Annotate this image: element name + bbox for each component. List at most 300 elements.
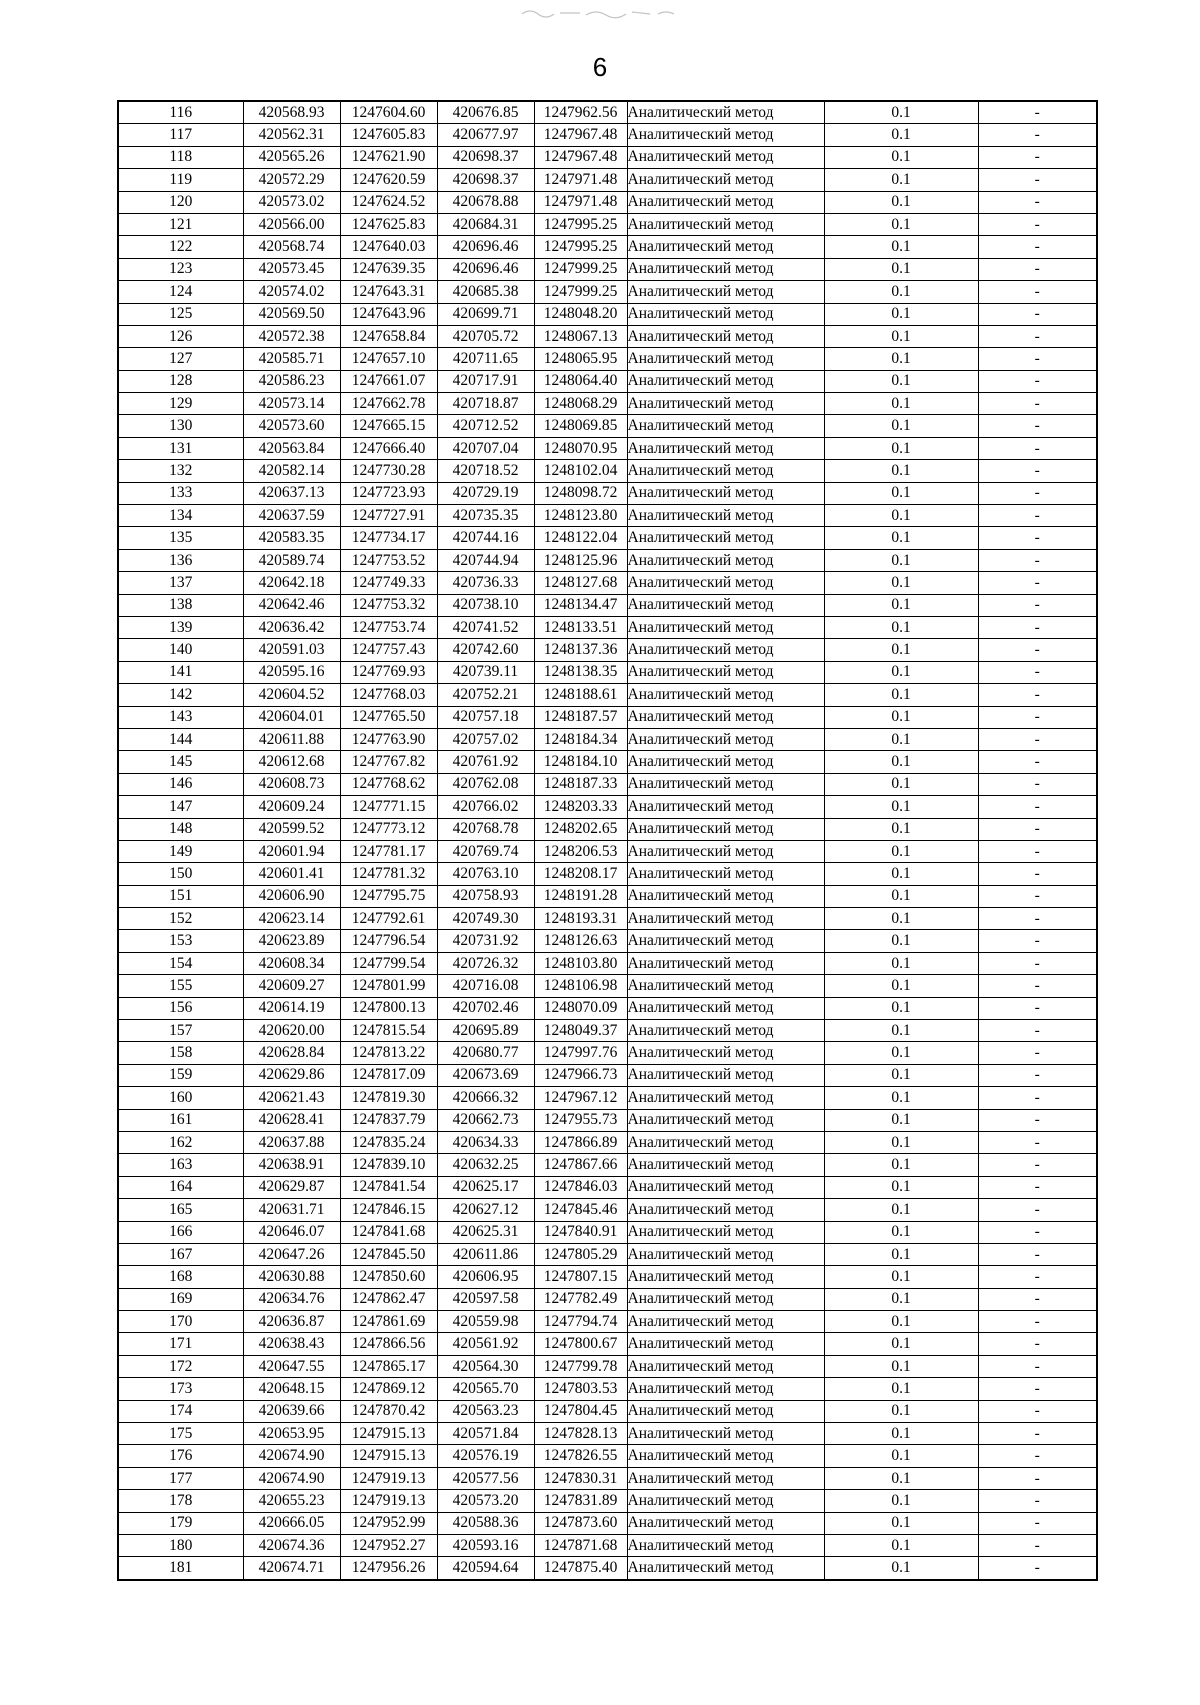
table-row [118, 1221, 1097, 1243]
x2-coordinate-cell: 420741.52 [437, 616, 534, 638]
note-cell: - [978, 1445, 1097, 1467]
note-cell: - [978, 952, 1097, 974]
y1-coordinate-cell: 1247657.10 [340, 348, 437, 370]
y1-coordinate-cell: 1247749.33 [340, 572, 437, 594]
x2-coordinate-cell: 420705.72 [437, 325, 534, 347]
note-cell: - [978, 213, 1097, 235]
note-cell: - [978, 1266, 1097, 1288]
table-row [118, 572, 1097, 594]
method-cell: Аналитический метод [627, 1423, 824, 1445]
accuracy-cell: 0.1 [824, 1131, 978, 1153]
note-cell: - [978, 124, 1097, 146]
y1-coordinate-cell: 1247799.54 [340, 952, 437, 974]
accuracy-cell: 0.1 [824, 325, 978, 347]
y1-coordinate-cell: 1247869.12 [340, 1378, 437, 1400]
method-cell: Аналитический метод [627, 728, 824, 750]
x2-coordinate-cell: 420684.31 [437, 213, 534, 235]
x1-coordinate-cell: 420573.45 [243, 258, 340, 280]
x1-coordinate-cell: 420639.66 [243, 1400, 340, 1422]
x1-coordinate-cell: 420574.02 [243, 281, 340, 303]
x1-coordinate-cell: 420562.31 [243, 124, 340, 146]
point-number-cell: 123 [118, 258, 243, 280]
method-cell: Аналитический метод [627, 908, 824, 930]
y1-coordinate-cell: 1247915.13 [340, 1445, 437, 1467]
point-number-cell: 146 [118, 773, 243, 795]
point-number-cell: 170 [118, 1311, 243, 1333]
table-row [118, 1400, 1097, 1422]
table-row [118, 975, 1097, 997]
note-cell: - [978, 1109, 1097, 1131]
y1-coordinate-cell: 1247835.24 [340, 1131, 437, 1153]
y1-coordinate-cell: 1247845.50 [340, 1243, 437, 1265]
y2-coordinate-cell: 1247995.25 [534, 213, 627, 235]
x1-coordinate-cell: 420634.76 [243, 1288, 340, 1310]
point-number-cell: 125 [118, 303, 243, 325]
note-cell: - [978, 505, 1097, 527]
accuracy-cell: 0.1 [824, 1512, 978, 1534]
note-cell: - [978, 1042, 1097, 1064]
x1-coordinate-cell: 420589.74 [243, 549, 340, 571]
point-number-cell: 159 [118, 1064, 243, 1086]
point-number-cell: 144 [118, 728, 243, 750]
y1-coordinate-cell: 1247666.40 [340, 437, 437, 459]
accuracy-cell: 0.1 [824, 527, 978, 549]
x1-coordinate-cell: 420601.41 [243, 863, 340, 885]
x2-coordinate-cell: 420769.74 [437, 840, 534, 862]
table-row [118, 885, 1097, 907]
y1-coordinate-cell: 1247753.52 [340, 549, 437, 571]
point-number-cell: 151 [118, 885, 243, 907]
table-row [118, 146, 1097, 168]
x1-coordinate-cell: 420609.27 [243, 975, 340, 997]
method-cell: Аналитический метод [627, 1243, 824, 1265]
y2-coordinate-cell: 1248125.96 [534, 549, 627, 571]
x1-coordinate-cell: 420573.02 [243, 191, 340, 213]
y2-coordinate-cell: 1247803.53 [534, 1378, 627, 1400]
x1-coordinate-cell: 420655.23 [243, 1490, 340, 1512]
point-number-cell: 118 [118, 146, 243, 168]
accuracy-cell: 0.1 [824, 684, 978, 706]
y1-coordinate-cell: 1247796.54 [340, 930, 437, 952]
table-row [118, 213, 1097, 235]
point-number-cell: 136 [118, 549, 243, 571]
y1-coordinate-cell: 1247781.17 [340, 840, 437, 862]
note-cell: - [978, 1131, 1097, 1153]
y1-coordinate-cell: 1247817.09 [340, 1064, 437, 1086]
note-cell: - [978, 840, 1097, 862]
x1-coordinate-cell: 420674.90 [243, 1445, 340, 1467]
x2-coordinate-cell: 420627.12 [437, 1199, 534, 1221]
point-number-cell: 119 [118, 169, 243, 191]
method-cell: Аналитический метод [627, 639, 824, 661]
x1-coordinate-cell: 420623.89 [243, 930, 340, 952]
x1-coordinate-cell: 420604.52 [243, 684, 340, 706]
point-number-cell: 181 [118, 1557, 243, 1580]
point-number-cell: 179 [118, 1512, 243, 1534]
y2-coordinate-cell: 1248068.29 [534, 393, 627, 415]
x1-coordinate-cell: 420646.07 [243, 1221, 340, 1243]
accuracy-cell: 0.1 [824, 1423, 978, 1445]
x2-coordinate-cell: 420564.30 [437, 1355, 534, 1377]
point-number-cell: 175 [118, 1423, 243, 1445]
accuracy-cell: 0.1 [824, 370, 978, 392]
note-cell: - [978, 1355, 1097, 1377]
x1-coordinate-cell: 420601.94 [243, 840, 340, 862]
y1-coordinate-cell: 1247769.93 [340, 661, 437, 683]
method-cell: Аналитический метод [627, 1154, 824, 1176]
y1-coordinate-cell: 1247919.13 [340, 1467, 437, 1489]
table-row [118, 706, 1097, 728]
y1-coordinate-cell: 1247753.74 [340, 616, 437, 638]
point-number-cell: 148 [118, 818, 243, 840]
note-cell: - [978, 661, 1097, 683]
point-number-cell: 154 [118, 952, 243, 974]
y2-coordinate-cell: 1247782.49 [534, 1288, 627, 1310]
x2-coordinate-cell: 420698.37 [437, 169, 534, 191]
method-cell: Аналитический метод [627, 393, 824, 415]
y2-coordinate-cell: 1247807.15 [534, 1266, 627, 1288]
x1-coordinate-cell: 420614.19 [243, 997, 340, 1019]
accuracy-cell: 0.1 [824, 1020, 978, 1042]
table-row [118, 169, 1097, 191]
point-number-cell: 155 [118, 975, 243, 997]
y2-coordinate-cell: 1248069.85 [534, 415, 627, 437]
x2-coordinate-cell: 420678.88 [437, 191, 534, 213]
accuracy-cell: 0.1 [824, 908, 978, 930]
point-number-cell: 171 [118, 1333, 243, 1355]
y2-coordinate-cell: 1248193.31 [534, 908, 627, 930]
method-cell: Аналитический метод [627, 1087, 824, 1109]
point-number-cell: 134 [118, 505, 243, 527]
y2-coordinate-cell: 1248102.04 [534, 460, 627, 482]
x1-coordinate-cell: 420637.59 [243, 505, 340, 527]
y1-coordinate-cell: 1247919.13 [340, 1490, 437, 1512]
x2-coordinate-cell: 420561.92 [437, 1333, 534, 1355]
note-cell: - [978, 1064, 1097, 1086]
x1-coordinate-cell: 420648.15 [243, 1378, 340, 1400]
accuracy-cell: 0.1 [824, 1221, 978, 1243]
y2-coordinate-cell: 1247999.25 [534, 258, 627, 280]
accuracy-cell: 0.1 [824, 101, 978, 124]
y2-coordinate-cell: 1247971.48 [534, 169, 627, 191]
note-cell: - [978, 639, 1097, 661]
accuracy-cell: 0.1 [824, 1087, 978, 1109]
accuracy-cell: 0.1 [824, 1467, 978, 1489]
y2-coordinate-cell: 1247967.48 [534, 124, 627, 146]
x2-coordinate-cell: 420597.58 [437, 1288, 534, 1310]
x1-coordinate-cell: 420637.88 [243, 1131, 340, 1153]
y1-coordinate-cell: 1247767.82 [340, 751, 437, 773]
method-cell: Аналитический метод [627, 818, 824, 840]
point-number-cell: 169 [118, 1288, 243, 1310]
y2-coordinate-cell: 1247995.25 [534, 236, 627, 258]
y2-coordinate-cell: 1247871.68 [534, 1535, 627, 1557]
y2-coordinate-cell: 1247845.46 [534, 1199, 627, 1221]
accuracy-cell: 0.1 [824, 1535, 978, 1557]
x2-coordinate-cell: 420766.02 [437, 796, 534, 818]
y2-coordinate-cell: 1248138.35 [534, 661, 627, 683]
note-cell: - [978, 1400, 1097, 1422]
x1-coordinate-cell: 420620.00 [243, 1020, 340, 1042]
coordinates-table [117, 100, 1098, 1581]
y1-coordinate-cell: 1247639.35 [340, 258, 437, 280]
point-number-cell: 164 [118, 1176, 243, 1198]
x1-coordinate-cell: 420582.14 [243, 460, 340, 482]
note-cell: - [978, 1087, 1097, 1109]
accuracy-cell: 0.1 [824, 1064, 978, 1086]
x2-coordinate-cell: 420758.93 [437, 885, 534, 907]
x2-coordinate-cell: 420761.92 [437, 751, 534, 773]
table-row [118, 952, 1097, 974]
x1-coordinate-cell: 420572.29 [243, 169, 340, 191]
x1-coordinate-cell: 420636.42 [243, 616, 340, 638]
method-cell: Аналитический метод [627, 863, 824, 885]
point-number-cell: 165 [118, 1199, 243, 1221]
x2-coordinate-cell: 420731.92 [437, 930, 534, 952]
x2-coordinate-cell: 420565.70 [437, 1378, 534, 1400]
y2-coordinate-cell: 1248191.28 [534, 885, 627, 907]
note-cell: - [978, 684, 1097, 706]
note-cell: - [978, 303, 1097, 325]
note-cell: - [978, 393, 1097, 415]
x1-coordinate-cell: 420628.84 [243, 1042, 340, 1064]
method-cell: Аналитический метод [627, 505, 824, 527]
note-cell: - [978, 1221, 1097, 1243]
x1-coordinate-cell: 420642.18 [243, 572, 340, 594]
y2-coordinate-cell: 1247840.91 [534, 1221, 627, 1243]
accuracy-cell: 0.1 [824, 549, 978, 571]
x1-coordinate-cell: 420611.88 [243, 728, 340, 750]
y1-coordinate-cell: 1247723.93 [340, 482, 437, 504]
method-cell: Аналитический метод [627, 146, 824, 168]
table-row [118, 863, 1097, 885]
point-number-cell: 158 [118, 1042, 243, 1064]
note-cell: - [978, 930, 1097, 952]
method-cell: Аналитический метод [627, 1042, 824, 1064]
y1-coordinate-cell: 1247604.60 [340, 101, 437, 124]
point-number-cell: 131 [118, 437, 243, 459]
accuracy-cell: 0.1 [824, 818, 978, 840]
table-row [118, 236, 1097, 258]
point-number-cell: 162 [118, 1131, 243, 1153]
x2-coordinate-cell: 420559.98 [437, 1311, 534, 1333]
x2-coordinate-cell: 420634.33 [437, 1131, 534, 1153]
accuracy-cell: 0.1 [824, 1378, 978, 1400]
y1-coordinate-cell: 1247661.07 [340, 370, 437, 392]
accuracy-cell: 0.1 [824, 437, 978, 459]
y2-coordinate-cell: 1247997.76 [534, 1042, 627, 1064]
method-cell: Аналитический метод [627, 616, 824, 638]
method-cell: Аналитический метод [627, 594, 824, 616]
method-cell: Аналитический метод [627, 1467, 824, 1489]
x1-coordinate-cell: 420647.55 [243, 1355, 340, 1377]
x1-coordinate-cell: 420637.13 [243, 482, 340, 504]
table-row [118, 1378, 1097, 1400]
point-number-cell: 130 [118, 415, 243, 437]
accuracy-cell: 0.1 [824, 1266, 978, 1288]
x2-coordinate-cell: 420611.86 [437, 1243, 534, 1265]
method-cell: Аналитический метод [627, 437, 824, 459]
method-cell: Аналитический метод [627, 840, 824, 862]
table-row [118, 415, 1097, 437]
note-cell: - [978, 169, 1097, 191]
y1-coordinate-cell: 1247763.90 [340, 728, 437, 750]
accuracy-cell: 0.1 [824, 1557, 978, 1580]
note-cell: - [978, 1176, 1097, 1198]
method-cell: Аналитический метод [627, 325, 824, 347]
x1-coordinate-cell: 420638.43 [243, 1333, 340, 1355]
method-cell: Аналитический метод [627, 885, 824, 907]
accuracy-cell: 0.1 [824, 840, 978, 862]
y2-coordinate-cell: 1248070.95 [534, 437, 627, 459]
y1-coordinate-cell: 1247865.17 [340, 1355, 437, 1377]
note-cell: - [978, 1557, 1097, 1580]
x2-coordinate-cell: 420573.20 [437, 1490, 534, 1512]
point-number-cell: 176 [118, 1445, 243, 1467]
y2-coordinate-cell: 1248049.37 [534, 1020, 627, 1042]
x2-coordinate-cell: 420735.35 [437, 505, 534, 527]
table-row [118, 1064, 1097, 1086]
accuracy-cell: 0.1 [824, 1445, 978, 1467]
x1-coordinate-cell: 420621.43 [243, 1087, 340, 1109]
x1-coordinate-cell: 420573.14 [243, 393, 340, 415]
note-cell: - [978, 751, 1097, 773]
method-cell: Аналитический метод [627, 303, 824, 325]
y1-coordinate-cell: 1247837.79 [340, 1109, 437, 1131]
table-row [118, 1042, 1097, 1064]
y1-coordinate-cell: 1247624.52 [340, 191, 437, 213]
method-cell: Аналитический метод [627, 930, 824, 952]
table-row [118, 1154, 1097, 1176]
x1-coordinate-cell: 420612.68 [243, 751, 340, 773]
x2-coordinate-cell: 420606.95 [437, 1266, 534, 1288]
accuracy-cell: 0.1 [824, 1176, 978, 1198]
note-cell: - [978, 1490, 1097, 1512]
table-row [118, 1355, 1097, 1377]
table-row [118, 1467, 1097, 1489]
accuracy-cell: 0.1 [824, 930, 978, 952]
note-cell: - [978, 527, 1097, 549]
y1-coordinate-cell: 1247620.59 [340, 169, 437, 191]
accuracy-cell: 0.1 [824, 975, 978, 997]
note-cell: - [978, 908, 1097, 930]
accuracy-cell: 0.1 [824, 952, 978, 974]
note-cell: - [978, 1243, 1097, 1265]
accuracy-cell: 0.1 [824, 863, 978, 885]
accuracy-cell: 0.1 [824, 258, 978, 280]
x1-coordinate-cell: 420566.00 [243, 213, 340, 235]
y1-coordinate-cell: 1247801.99 [340, 975, 437, 997]
x1-coordinate-cell: 420586.23 [243, 370, 340, 392]
point-number-cell: 124 [118, 281, 243, 303]
table-row [118, 796, 1097, 818]
note-cell: - [978, 706, 1097, 728]
x2-coordinate-cell: 420739.11 [437, 661, 534, 683]
table-row [118, 1176, 1097, 1198]
accuracy-cell: 0.1 [824, 1288, 978, 1310]
y2-coordinate-cell: 1248067.13 [534, 325, 627, 347]
y2-coordinate-cell: 1247967.48 [534, 146, 627, 168]
x2-coordinate-cell: 420726.32 [437, 952, 534, 974]
y2-coordinate-cell: 1248126.63 [534, 930, 627, 952]
point-number-cell: 141 [118, 661, 243, 683]
method-cell: Аналитический метод [627, 1131, 824, 1153]
x1-coordinate-cell: 420674.71 [243, 1557, 340, 1580]
table-row [118, 527, 1097, 549]
method-cell: Аналитический метод [627, 281, 824, 303]
note-cell: - [978, 281, 1097, 303]
note-cell: - [978, 1020, 1097, 1042]
method-cell: Аналитический метод [627, 1288, 824, 1310]
note-cell: - [978, 1378, 1097, 1400]
point-number-cell: 157 [118, 1020, 243, 1042]
table-row [118, 1131, 1097, 1153]
point-number-cell: 137 [118, 572, 243, 594]
y2-coordinate-cell: 1247967.12 [534, 1087, 627, 1109]
y2-coordinate-cell: 1248065.95 [534, 348, 627, 370]
accuracy-cell: 0.1 [824, 997, 978, 1019]
accuracy-cell: 0.1 [824, 706, 978, 728]
table-row [118, 549, 1097, 571]
table-row [118, 616, 1097, 638]
x1-coordinate-cell: 420604.01 [243, 706, 340, 728]
x2-coordinate-cell: 420711.65 [437, 348, 534, 370]
table-row [118, 1109, 1097, 1131]
x1-coordinate-cell: 420630.88 [243, 1266, 340, 1288]
note-cell: - [978, 370, 1097, 392]
note-cell: - [978, 482, 1097, 504]
note-cell: - [978, 616, 1097, 638]
accuracy-cell: 0.1 [824, 1490, 978, 1512]
point-number-cell: 126 [118, 325, 243, 347]
accuracy-cell: 0.1 [824, 1109, 978, 1131]
y2-coordinate-cell: 1248048.20 [534, 303, 627, 325]
x2-coordinate-cell: 420673.69 [437, 1064, 534, 1086]
y2-coordinate-cell: 1247799.78 [534, 1355, 627, 1377]
point-number-cell: 129 [118, 393, 243, 415]
table-row [118, 818, 1097, 840]
method-cell: Аналитический метод [627, 482, 824, 504]
x2-coordinate-cell: 420588.36 [437, 1512, 534, 1534]
point-number-cell: 145 [118, 751, 243, 773]
table-row [118, 482, 1097, 504]
table-row [118, 191, 1097, 213]
point-number-cell: 120 [118, 191, 243, 213]
table-row [118, 728, 1097, 750]
y2-coordinate-cell: 1247800.67 [534, 1333, 627, 1355]
point-number-cell: 163 [118, 1154, 243, 1176]
note-cell: - [978, 572, 1097, 594]
method-cell: Аналитический метод [627, 1020, 824, 1042]
note-cell: - [978, 437, 1097, 459]
method-cell: Аналитический метод [627, 1378, 824, 1400]
page-number: 6 [592, 52, 608, 82]
table-row [118, 505, 1097, 527]
y2-coordinate-cell: 1248184.10 [534, 751, 627, 773]
accuracy-cell: 0.1 [824, 124, 978, 146]
accuracy-cell: 0.1 [824, 796, 978, 818]
x2-coordinate-cell: 420695.89 [437, 1020, 534, 1042]
point-number-cell: 135 [118, 527, 243, 549]
y2-coordinate-cell: 1247830.31 [534, 1467, 627, 1489]
x2-coordinate-cell: 420576.19 [437, 1445, 534, 1467]
x2-coordinate-cell: 420736.33 [437, 572, 534, 594]
table-row [118, 1288, 1097, 1310]
table-row [118, 258, 1097, 280]
accuracy-cell: 0.1 [824, 639, 978, 661]
x1-coordinate-cell: 420609.24 [243, 796, 340, 818]
x1-coordinate-cell: 420647.26 [243, 1243, 340, 1265]
